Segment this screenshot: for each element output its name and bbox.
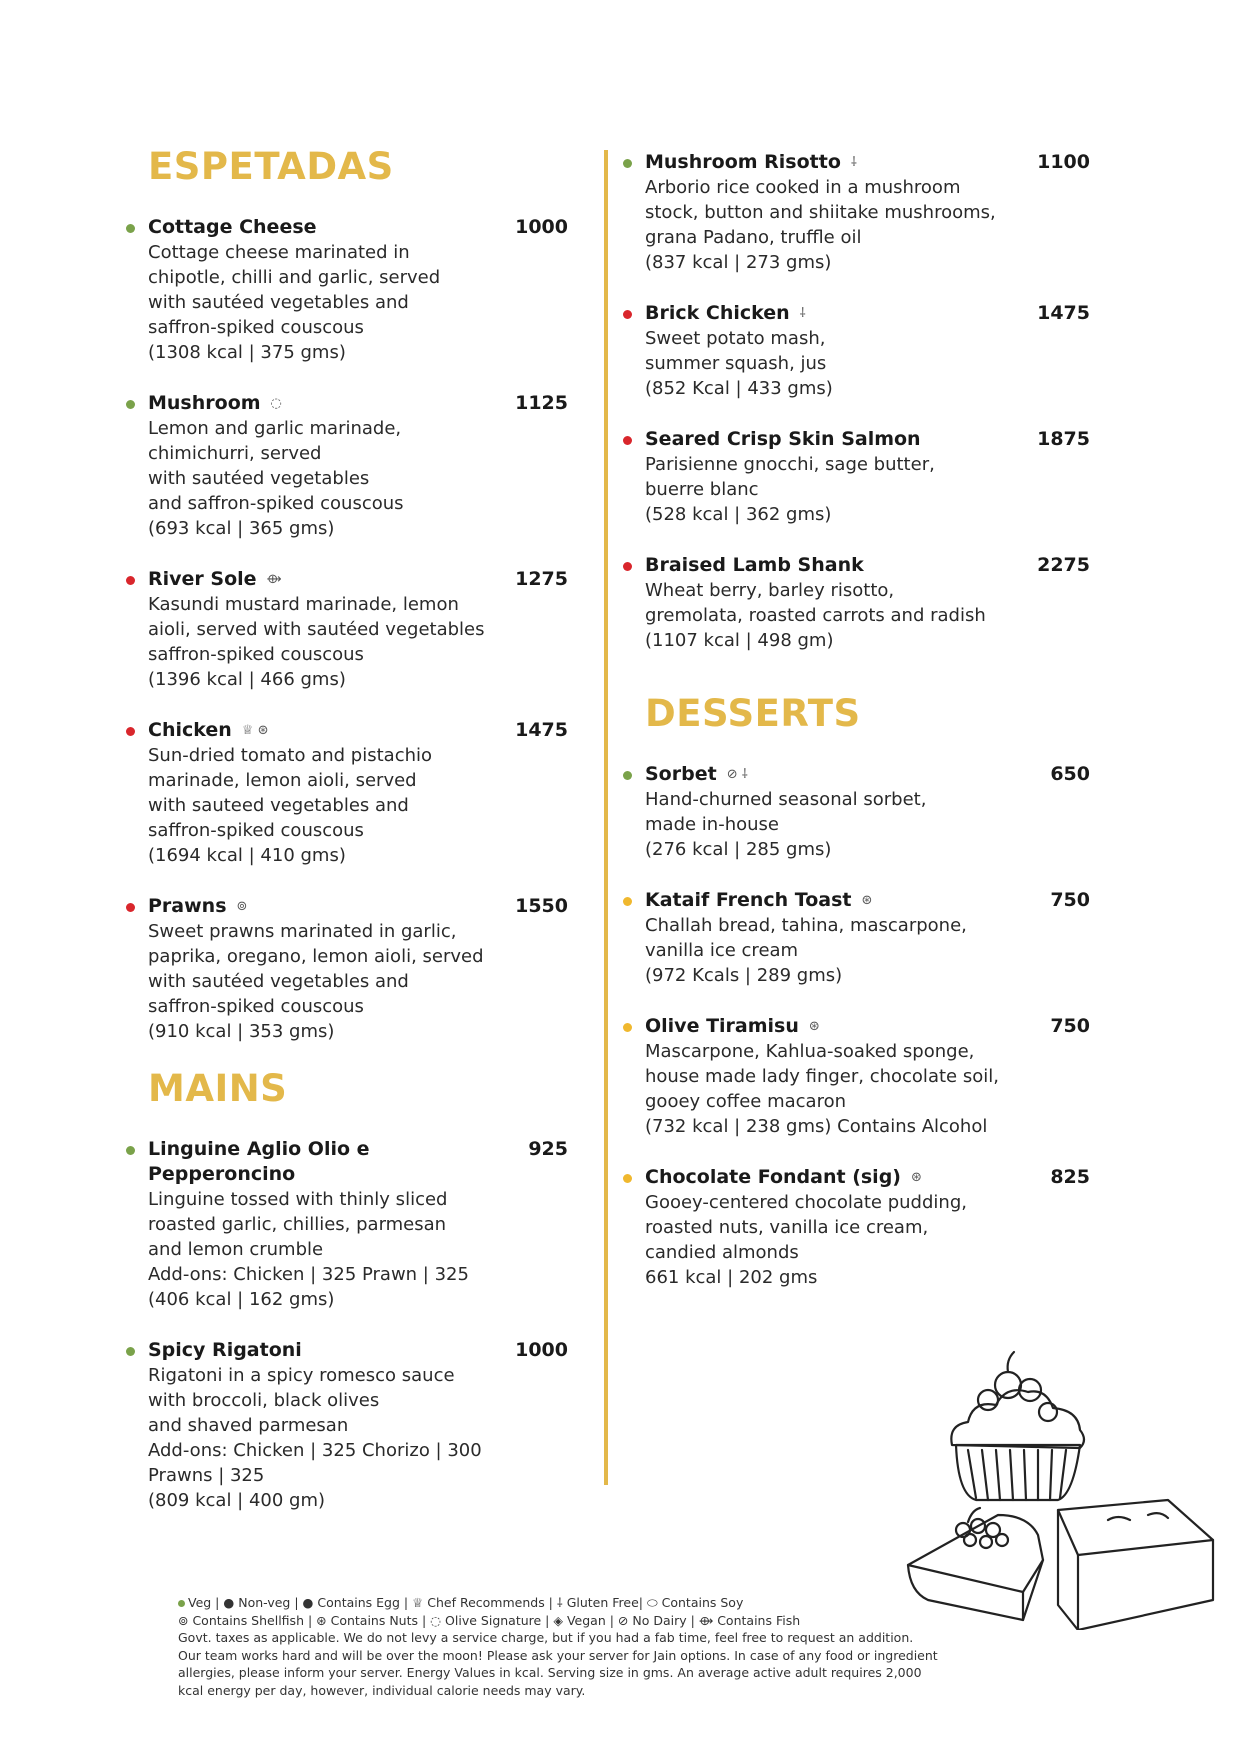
menu-item-description-line: saffron-spiked couscous bbox=[148, 317, 364, 338]
menu-item-name: Mushroom bbox=[148, 392, 261, 414]
egg-dot-icon bbox=[623, 897, 632, 906]
menu-item-name: Chocolate Fondant (sig) bbox=[645, 1166, 901, 1188]
menu-item-description-line: Arborio rice cooked in a mushroom bbox=[645, 177, 961, 198]
left-column bbox=[148, 145, 568, 1539]
menu-item-description-line: chipotle, chilli and garlic, served bbox=[148, 267, 441, 288]
menu-item-description-line: (732 kcal | 238 gms) Contains Alcohol bbox=[645, 1116, 988, 1137]
menu-item-name: Brick Chicken bbox=[645, 302, 790, 324]
dietary-icons: ⊛ bbox=[910, 1170, 922, 1185]
menu-item-description-line: made in-house bbox=[645, 814, 779, 835]
menu-item-description-line: and lemon crumble bbox=[148, 1239, 324, 1260]
veg-dot-icon bbox=[126, 224, 135, 233]
veg-dot-icon bbox=[178, 1600, 185, 1607]
menu-item-description-line: Add-ons: Chicken | 325 Chorizo | 300 bbox=[148, 1440, 482, 1461]
column-divider bbox=[604, 150, 608, 1485]
menu-item bbox=[645, 1014, 1090, 1139]
menu-item-description-line: with sautéed vegetables and bbox=[148, 971, 409, 992]
egg-dot-icon bbox=[623, 1174, 632, 1183]
menu-item-price: 1875 bbox=[1037, 428, 1090, 450]
menu-item-description-line: Challah bread, tahina, mascarpone, bbox=[645, 915, 967, 936]
menu-item-description-line: (1694 kcal | 410 gms) bbox=[148, 845, 346, 866]
menu-item-price: 2275 bbox=[1037, 554, 1090, 576]
dietary-icons: ⊛ bbox=[808, 1019, 820, 1034]
menu-item-description-line: house made lady finger, chocolate soil, bbox=[645, 1066, 999, 1087]
menu-item-description-line: and saffron-spiked couscous bbox=[148, 493, 404, 514]
menu-item-description-line: (1308 kcal | 375 gms) bbox=[148, 342, 346, 363]
desserts-list bbox=[645, 762, 1090, 1290]
menu-item-header bbox=[645, 427, 1090, 452]
menu-item bbox=[645, 553, 1090, 653]
dessert-illustration bbox=[868, 1330, 1228, 1630]
menu-item-description-line: Kasundi mustard marinade, lemon bbox=[148, 594, 459, 615]
menu-item-description-line: summer squash, jus bbox=[645, 353, 827, 374]
menu-item-header bbox=[148, 718, 568, 743]
legend-note: Govt. taxes as applicable. We do not levy a service charge, but if you had a fab time, feel free to request an addition. Our team works hard and will be over the moon! Please ask your server for Jain options. In case of any food or ingredient allergies, please inform your server. Energy Values in kcal. Serving size in gms. An average active adult requires 2,000 kcal energy per day, however, individual calorie needs may vary. bbox=[178, 1630, 938, 1698]
menu-item-header bbox=[645, 888, 1090, 913]
menu-item bbox=[645, 1165, 1090, 1290]
egg-dot-icon bbox=[623, 1023, 632, 1032]
menu-item-description-line: (528 kcal | 362 gms) bbox=[645, 504, 832, 525]
nonveg-dot-icon bbox=[623, 310, 632, 319]
menu-item-description-line: with sautéed vegetables bbox=[148, 468, 370, 489]
legend-footer bbox=[178, 1594, 938, 1699]
nonveg-dot-icon bbox=[623, 436, 632, 445]
section-title-mains: MAINS bbox=[148, 1067, 288, 1110]
dietary-icons: ⊚ bbox=[236, 899, 248, 914]
menu-item bbox=[645, 427, 1090, 527]
menu-item-description-line: paprika, oregano, lemon aioli, served bbox=[148, 946, 484, 967]
menu-item-header bbox=[148, 1338, 568, 1363]
menu-item-description-line: Sweet potato mash, bbox=[645, 328, 826, 349]
menu-item-price: 1125 bbox=[515, 392, 568, 414]
legend-line-1-text: Veg | ● Non-veg | ● Contains Egg | ♕ Chef Recommends | ⸸ Gluten Free| ⬭ Contains Soy bbox=[188, 1595, 744, 1610]
menu-item-price: 750 bbox=[1050, 1015, 1090, 1037]
menu-item-description-line: Sweet prawns marinated in garlic, bbox=[148, 921, 457, 942]
legend-line-2: ⊚ Contains Shellfish | ⊛ Contains Nuts | ◌ Olive Signature | ◈ Vegan | ⊘ No Dairy | ⟴ Contains Fish bbox=[178, 1612, 801, 1628]
menu-item-description-line: saffron-spiked couscous bbox=[148, 644, 364, 665]
menu-item-name: Chicken bbox=[148, 719, 232, 741]
menu-item-price: 825 bbox=[1050, 1166, 1090, 1188]
menu-item-header bbox=[645, 150, 1090, 175]
veg-dot-icon bbox=[623, 159, 632, 168]
menu-item-description-line: stock, button and shiitake mushrooms, bbox=[645, 202, 996, 223]
menu-item-header bbox=[148, 391, 568, 416]
dietary-icons: ⊛ bbox=[861, 893, 873, 908]
menu-item bbox=[645, 888, 1090, 988]
menu-item-name: Braised Lamb Shank bbox=[645, 554, 864, 576]
menu-item-name: River Sole bbox=[148, 568, 257, 590]
menu-item-header bbox=[148, 567, 568, 592]
menu-item-description-line: Parisienne gnocchi, sage butter, bbox=[645, 454, 935, 475]
menu-item bbox=[148, 1338, 568, 1513]
menu-item-description-line: roasted garlic, chillies, parmesan bbox=[148, 1214, 447, 1235]
menu-item bbox=[148, 391, 568, 541]
menu-item bbox=[148, 567, 568, 692]
menu-item-name: Mushroom Risotto bbox=[645, 151, 841, 173]
menu-item-header bbox=[148, 894, 568, 919]
menu-item-description-line: with sauteed vegetables and bbox=[148, 795, 409, 816]
menu-item-header bbox=[645, 762, 1090, 787]
menu-item-description-line: (972 Kcals | 289 gms) bbox=[645, 965, 843, 986]
menu-item-description-line: Gooey-centered chocolate pudding, bbox=[645, 1192, 967, 1213]
menu-item-description-line: 661 kcal | 202 gms bbox=[645, 1267, 818, 1288]
menu-item-price: 1000 bbox=[515, 1339, 568, 1361]
menu-item-description-line: (1107 kcal | 498 gm) bbox=[645, 630, 834, 651]
menu-item-description-line: (276 kcal | 285 gms) bbox=[645, 839, 832, 860]
mains-continued-list bbox=[645, 150, 1090, 653]
menu-item-description-line: roasted nuts, vanilla ice cream, bbox=[645, 1217, 929, 1238]
menu-item-description-line: Prawns | 325 bbox=[148, 1465, 265, 1486]
menu-item-name: Kataif French Toast bbox=[645, 889, 852, 911]
menu-item-header bbox=[645, 301, 1090, 326]
menu-item-price: 650 bbox=[1050, 763, 1090, 785]
menu-item-description-line: (1396 kcal | 466 gms) bbox=[148, 669, 346, 690]
menu-item-price: 1475 bbox=[1037, 302, 1090, 324]
menu-item-name: Spicy Rigatoni bbox=[148, 1339, 302, 1361]
menu-item bbox=[645, 150, 1090, 275]
dietary-icons: ⟴ bbox=[266, 572, 282, 587]
dietary-icons: ⸸ bbox=[799, 306, 806, 321]
menu-item-description-line: (837 kcal | 273 gms) bbox=[645, 252, 832, 273]
nonveg-dot-icon bbox=[623, 562, 632, 571]
menu-item-description-line: buerre blanc bbox=[645, 479, 759, 500]
menu-item-description-line: with broccoli, black olives bbox=[148, 1390, 380, 1411]
menu-item bbox=[645, 301, 1090, 401]
menu-item-description-line: candied almonds bbox=[645, 1242, 799, 1263]
menu-item-description-line: saffron-spiked couscous bbox=[148, 996, 364, 1017]
menu-item-description-line: aioli, served with sautéed vegetables bbox=[148, 619, 485, 640]
dietary-icons: ◌ bbox=[270, 396, 282, 411]
menu-item-description-line: gremolata, roasted carrots and radish bbox=[645, 605, 986, 626]
menu-item-description-line: (809 kcal | 400 gm) bbox=[148, 1490, 326, 1511]
menu-item-price: 1000 bbox=[515, 216, 568, 238]
menu-item-price: 1550 bbox=[515, 895, 568, 917]
menu-item-description-line: Hand-churned seasonal sorbet, bbox=[645, 789, 927, 810]
menu-item-description-line: Add-ons: Chicken | 325 Prawn | 325 bbox=[148, 1264, 469, 1285]
menu-item-name: Cottage Cheese bbox=[148, 216, 317, 238]
menu-item-description-line: and shaved parmesan bbox=[148, 1415, 349, 1436]
dietary-icons: ⊘ ⸸ bbox=[726, 767, 748, 782]
menu-item-description-line: Lemon and garlic marinade, bbox=[148, 418, 402, 439]
menu-item-name: Seared Crisp Skin Salmon bbox=[645, 428, 921, 450]
menu-item-header bbox=[645, 553, 1090, 578]
menu-item-price: 925 bbox=[528, 1138, 568, 1160]
menu-item-name: Prawns bbox=[148, 895, 227, 917]
nonveg-dot-icon bbox=[126, 727, 135, 736]
menu-item-description-line: Mascarpone, Kahlua-soaked sponge, bbox=[645, 1041, 975, 1062]
menu-item-description-line: with sautéed vegetables and bbox=[148, 292, 409, 313]
menu-item-header bbox=[148, 1137, 568, 1187]
menu-item-description-line: Cottage cheese marinated in bbox=[148, 242, 410, 263]
menu-item-header bbox=[645, 1165, 1090, 1190]
menu-item-header bbox=[148, 215, 568, 240]
menu-item-description-line: marinade, lemon aioli, served bbox=[148, 770, 417, 791]
menu-item-price: 1475 bbox=[515, 719, 568, 741]
menu-item-description-line: gooey coffee macaron bbox=[645, 1091, 846, 1112]
menu-item-price: 750 bbox=[1050, 889, 1090, 911]
menu-item-price: 1100 bbox=[1037, 151, 1090, 173]
legend-line-1 bbox=[178, 1594, 938, 1612]
nonveg-dot-icon bbox=[126, 576, 135, 585]
veg-dot-icon bbox=[126, 400, 135, 409]
menu-item bbox=[148, 894, 568, 1044]
menu-item-name: Sorbet bbox=[645, 763, 717, 785]
veg-dot-icon bbox=[623, 771, 632, 780]
menu-item-description-line: Linguine tossed with thinly sliced bbox=[148, 1189, 448, 1210]
menu-item-name: Linguine Aglio Olio e Pepperoncino bbox=[148, 1138, 370, 1185]
mains-list bbox=[148, 1137, 568, 1513]
menu-item bbox=[148, 718, 568, 868]
menu-item bbox=[148, 215, 568, 365]
espetadas-list bbox=[148, 215, 568, 1044]
menu-item-description-line: saffron-spiked couscous bbox=[148, 820, 364, 841]
menu-item-description-line: (852 Kcal | 433 gms) bbox=[645, 378, 833, 399]
menu-item-description-line: chimichurri, served bbox=[148, 443, 322, 464]
veg-dot-icon bbox=[126, 1146, 135, 1155]
section-title-desserts: DESSERTS bbox=[645, 692, 861, 735]
menu-item-description-line: Rigatoni in a spicy romesco sauce bbox=[148, 1365, 455, 1386]
dietary-icons: ⸸ bbox=[850, 155, 857, 170]
menu-item-description-line: (406 kcal | 162 gms) bbox=[148, 1289, 335, 1310]
dietary-icons: ♕ ⊛ bbox=[241, 723, 269, 738]
menu-item bbox=[148, 1137, 568, 1312]
menu-item-description-line: (693 kcal | 365 gms) bbox=[148, 518, 335, 539]
menu-item-price: 1275 bbox=[515, 568, 568, 590]
section-title-espetadas: ESPETADAS bbox=[148, 145, 394, 188]
menu-item-description-line: vanilla ice cream bbox=[645, 940, 799, 961]
menu-item-name: Olive Tiramisu bbox=[645, 1015, 799, 1037]
menu-item bbox=[645, 762, 1090, 862]
menu-item-description-line: grana Padano, truffle oil bbox=[645, 227, 862, 248]
menu-item-description-line: (910 kcal | 353 gms) bbox=[148, 1021, 335, 1042]
menu-item-description-line: Wheat berry, barley risotto, bbox=[645, 580, 895, 601]
right-column bbox=[645, 150, 1090, 1316]
veg-dot-icon bbox=[126, 1347, 135, 1356]
menu-item-description-line: Sun-dried tomato and pistachio bbox=[148, 745, 433, 766]
menu-item-header bbox=[645, 1014, 1090, 1039]
nonveg-dot-icon bbox=[126, 903, 135, 912]
